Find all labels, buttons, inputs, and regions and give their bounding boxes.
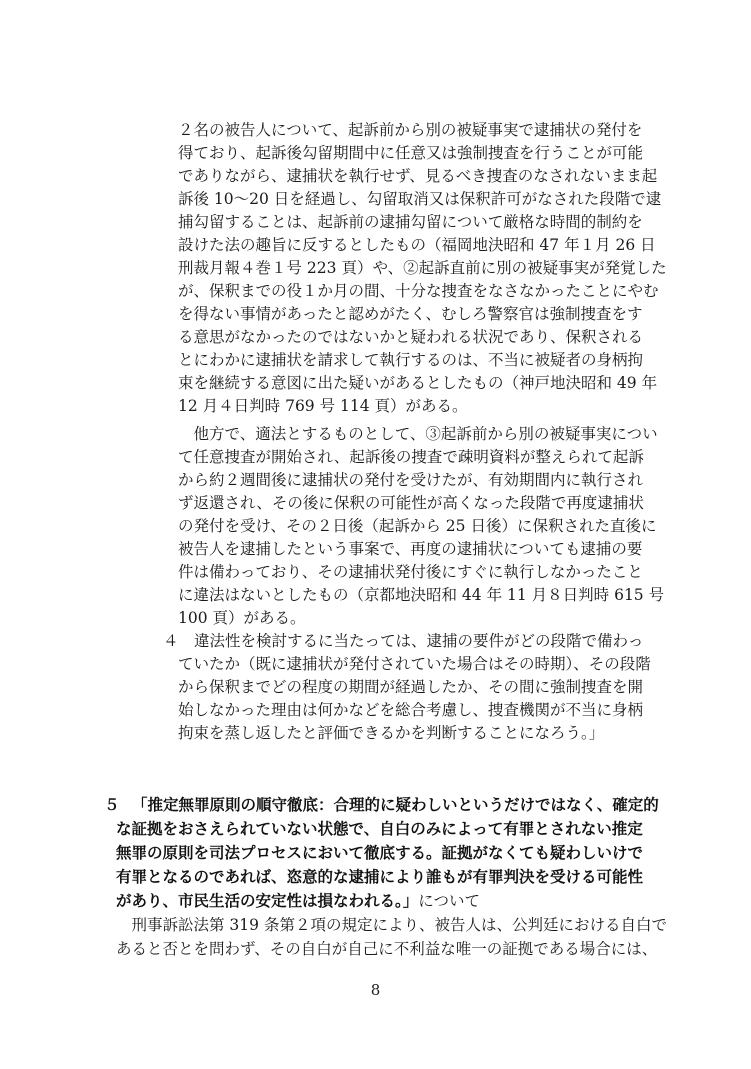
quote-para1-line: 得ており、起訴後勾留期間中に任意又は強制捜査を行うことが可能 (178, 144, 644, 162)
quote-para2-line: の発付を受け、その２日後（起訴から 25 日後）に保釈された直後に (178, 517, 657, 535)
quote-para2-line: ず返還され、その後に保釈の可能性が高くなった段階で再度逮捕状 (178, 494, 644, 512)
quote-para1-line: を得ない事情があったと認めがたく、むしろ警察官は強制捜査をす (178, 305, 643, 323)
quote-para1-line: 訴後 10〜20 日を経過し、勾留取消又は保釈許可がなされた段階で逮 (178, 190, 662, 208)
section-5-number: ５ (104, 795, 120, 814)
quote-para2-line: から約２週間後に逮捕状の発付を受けたが、有効期間内に執行され (178, 471, 644, 489)
item-4-line: 違法性を検討するに当たっては、逮捕の要件がどの段階で備わっ (194, 632, 644, 650)
quote-para1-line: 捕勾留することは、起訴前の逮捕勾留について厳格な時間的制約を (178, 213, 643, 231)
quote-para1-line: 刑裁月報４巻１号 223 頁）や、②起訴直前に別の被疑事実が発覚した (178, 259, 667, 277)
quote-para2-line: 100 頁）がある。 (178, 609, 306, 627)
page-number: 8 (370, 981, 381, 999)
section-5-heading-line: 「推定無罪原則の順守徹底：合理的に疑わしいというだけではなく、確定的 (132, 796, 659, 814)
quote-para2-line: に違法はないとしたもの（京都地決昭和 44 年 11 月８日判時 615 号 (178, 586, 665, 604)
item-4-line: から保釈までどの程度の期間が経過したか、その間に強制捜査を開 (178, 678, 644, 696)
quote-para1-line: ２名の被告人について、起訴前から別の被疑事実で逮捕状の発付を (178, 121, 643, 139)
quote-para2-line: 件は備わっており、その逮捕状発付後にすぐに執行しなかったこと (178, 563, 643, 581)
item-4-marker: ４ (163, 632, 179, 650)
quote-para1-line: でありながら、逮捕状を執行せず、見るべき捜査のなされないまま起 (178, 167, 658, 185)
quote-para1-line: る意思がなかったのではないかと疑われる状況であり、保釈される (178, 328, 644, 346)
quote-para2-line: 他方で、適法とするものとして、③起訴前から別の被疑事実につい (178, 425, 658, 443)
section-5-body-line: 刑事訴訟法第 319 条第２項の規定により、被告人は、公判廷における自白で (116, 916, 667, 934)
quote-para1-line: 12 月４日判時 769 号 114 頁）がある。 (178, 397, 468, 415)
section-5-heading-line: な証拠をおさえられていない状態で、自白のみによって有罪とされない推定 (116, 820, 643, 838)
quote-para1-line: 束を継続する意図に出た疑いがあるとしたもの（神戸地決昭和 49 年 (178, 374, 658, 392)
quote-para1-line: 設けた法の趣旨に反するとしたもの（福岡地決昭和 47 年１月 26 日 (178, 236, 656, 254)
quote-para1-line: が、保釈までの役１か月の間、十分な捜査をなさなかったことにやむ (178, 282, 659, 300)
section-5-heading-last-line (116, 891, 480, 911)
item-4-line: ていたか（既に逮捕状が発付されていた場合はその時期）、その段階 (178, 655, 651, 673)
quote-para2-line: て任意捜査が開始され、起訴後の捜査で疎明資料が整えられて起訴 (178, 448, 644, 466)
section-5-heading-line: があり、市民生活の安定性は損なわれる。」 (116, 892, 419, 910)
item-4-line: 拘束を蒸し返したと評価できるかを判断することになろう。」 (178, 724, 605, 742)
item-4-line: 始しなかった理由は何かなどを総合考慮し、捜査機関が不当に身柄 (178, 701, 644, 719)
section-5-heading-suffix: について (418, 892, 480, 910)
section-5-heading-line: 有罪となるのであれば、恣意的な逮捕により誰もが有罪判決を受ける可能性 (116, 868, 644, 886)
quote-para2-line: 被告人を逮捕したという事案で、再度の逮捕状についても逮捕の要 (178, 540, 643, 558)
section-5-heading-line: 無罪の原則を司法プロセスにおいて徹底する。証拠がなくても疑わしいけで (116, 844, 644, 862)
section-5-body-line: あると否とを問わず、その自白が自己に不利益な唯一の証拠である場合には、 (116, 940, 658, 958)
quote-para1-line: とにわかに逮捕状を請求して執行するのは、不当に被疑者の身柄拘 (178, 351, 644, 369)
